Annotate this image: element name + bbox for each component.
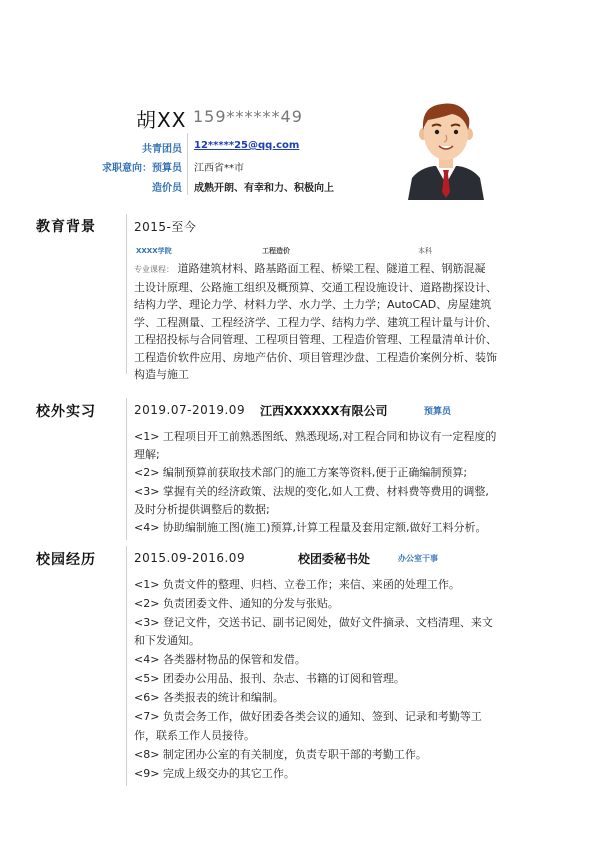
section-title-internship: 校外实习 [36, 404, 96, 420]
courses-line: 工程招投标与合同管理、工程项目管理、工程造价管理、工程量清单计价、 [134, 333, 497, 346]
internship-item: <1> 工程项目开工前熟悉图纸、熟悉现场,对工程合同和协议有一定程度的 [134, 430, 497, 443]
internship-item: 及时分析提供调整后的数据; [134, 503, 270, 516]
campus-divider [126, 546, 127, 786]
campus-item: <2> 负责团委文件、通知的分发与张贴。 [134, 597, 339, 610]
phone-number: 159******49 [193, 107, 303, 126]
section-title-education: 教育背景 [36, 219, 96, 235]
courses-line: 结构力学、理论力学、材料力学、水力学、土力学；AutoCAD、房屋建筑 [134, 298, 492, 311]
campus-org: 校团委秘书处 [298, 552, 371, 566]
campus-item: 作，联系工作人员接待。 [134, 729, 255, 742]
internship-item: <3> 掌握有关的经济政策、法规的变化,如人工费、材料费等费用的调整, [134, 485, 489, 498]
internship-role: 预算员 [424, 407, 452, 417]
courses-label: 专业课程： [134, 265, 174, 274]
courses-line: 构造与施工 [134, 368, 189, 381]
courses-line: 学、工程测量、工程经济学、工程力学、结构力学、建筑工程计量与计价、 [134, 315, 497, 329]
candidate-name: 胡XX [136, 108, 187, 132]
education-date: 2015-至今 [134, 220, 197, 234]
campus-role: 办公室干事 [398, 554, 438, 563]
campus-item: 和下发通知。 [134, 634, 200, 647]
campus-item: <4> 各类器材物品的保管和发借。 [134, 653, 306, 666]
education-major: 工程造价 [262, 247, 290, 255]
internship-company: 江西XXXXXX有限公司 [260, 404, 388, 418]
campus-item: <9> 完成上级交办的其它工作。 [134, 767, 295, 780]
courses-line: 专业课程： 道路建筑材料、路基路面工程、桥梁工程、隧道工程、钢筋混凝 [134, 262, 486, 275]
section-title-campus: 校园经历 [36, 552, 96, 568]
avatar [406, 92, 486, 200]
campus-item: <5> 团委办公用品、报刊、杂志、书籍的订阅和管理。 [134, 672, 405, 685]
personality-text: 成熟开朗、有幸和力、积极向上 [194, 183, 334, 194]
header-label-role: 造价员 [152, 183, 182, 194]
header-divider [187, 133, 188, 195]
education-degree: 本科 [418, 247, 432, 255]
campus-date: 2015.09-2016.09 [134, 551, 246, 565]
courses-line: 土设计原理、公路施工组织及概预算、交通工程设施设计、道路勘探设计、 [134, 280, 497, 294]
campus-item: <7> 负责会务工作，做好团委各类会议的通知、签到、记录和考勤等工 [134, 710, 482, 723]
courses-line: 工程造价软件应用、房地产估价、项目管理沙盘、工程造价案例分析、装饰 [134, 350, 497, 364]
internship-divider [126, 398, 127, 540]
campus-item: <1> 负责文件的整理、归档、立卷工作；来信、来函的处理工作。 [134, 578, 460, 591]
email-link[interactable]: 12*****25@qq.com [194, 140, 300, 151]
internship-date: 2019.07-2019.09 [134, 403, 246, 417]
campus-item: <3> 登记文件，交送书记、副书记阅处，做好文件摘录、文档清理、来文 [134, 616, 493, 629]
header-label-intent: 求职意向：预算员 [102, 163, 182, 174]
education-school: XXXX学院 [136, 247, 172, 255]
location-text: 江西省**市 [194, 163, 244, 174]
education-divider [126, 214, 127, 374]
education-courses [134, 260, 534, 384]
internship-item: <4> 协助编制施工图(施工)预算,计算工程量及套用定额,做好工料分析。 [134, 521, 487, 534]
internship-item: 理解; [134, 448, 160, 461]
header-label-political: 共青团员 [142, 144, 182, 155]
campus-item: <6> 各类报表的统计和编制。 [134, 691, 284, 704]
internship-item: <2> 编制预算前获取技术部门的施工方案等资料,便于正确编制预算; [134, 466, 468, 479]
campus-item: <8> 制定团办公室的有关制度，负责专职干部的考勤工作。 [134, 748, 427, 761]
